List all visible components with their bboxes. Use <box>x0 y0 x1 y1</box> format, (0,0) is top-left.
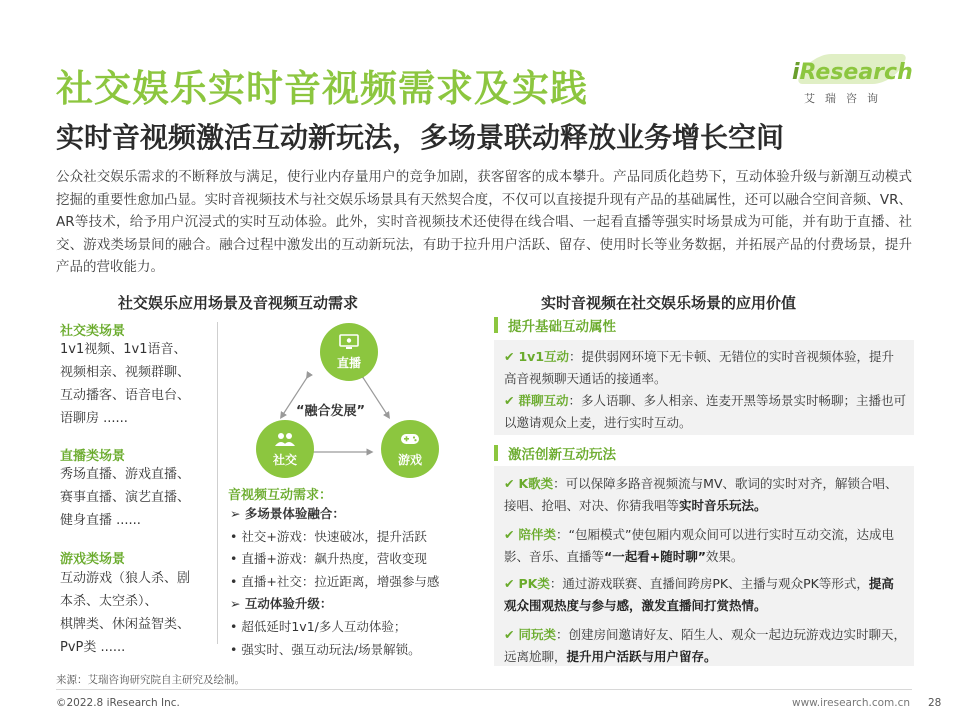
check-icon: ✔ <box>504 527 515 542</box>
category-list-social: 1v1视频、1v1语音、 视频相亲、视频群聊、 互动播客、语音电台、 语聊房 ...... <box>60 342 191 426</box>
node-social: 社交 <box>256 420 314 478</box>
check-icon: ✔ <box>504 349 515 364</box>
page-subtitle: 实时音视频激活互动新玩法，多场景联动释放业务增长空间 <box>56 121 785 154</box>
source-note: 来源：艾瑞咨询研究院自主研究及绘制。 <box>56 674 245 686</box>
arrow-bullet-icon: ➢ <box>230 596 245 612</box>
gamepad-icon <box>400 431 420 447</box>
node-game: 游戏 <box>381 420 439 478</box>
website-link[interactable]: www.iresearch.com.cn <box>792 697 911 709</box>
page-number: 28 <box>928 697 942 709</box>
intro-paragraph: 公众社交娱乐需求的不断释放与满足，使行业内存量用户的竞争加剧，获客留客的成本攀升。产品同质化趋势下，互动体验升级与新潮互动模式挖掘的重要性愈加凸显。实时音视频技术与社交娱乐场景具有天然契合度，不仅可以直接提升现有产品的基础属性，还可以融合空间音频、VR、AR等技术，给予用户沉浸式的实时互动体验。此外，实时音视频技术还使得在线合唱、一起看直播等强实时场景成为可能，并有助于直播、社交、游戏类场景间的融合。融合过程中激发出的互动新玩法，有助于拉升用户活跃、留存、使用时长等业务数据，并拓展产品的付费场景，提升产品的营收能力。 <box>56 169 912 276</box>
value-item-1v1: ✔ 1v1互动：提供弱网环境下无卡顿、无错位的实时音视频体验，提升高音视频聊天通话的接通率。 <box>504 349 895 386</box>
category-list-game: 互动游戏（狼人杀、剧 本杀、太空杀）、 棋牌类、休闲益智类、 PvP类 ...... <box>60 571 191 655</box>
check-icon: ✔ <box>504 393 515 408</box>
logo-cn-text: 艾瑞咨询 <box>804 92 888 105</box>
needs-group-1: ➢ 多场景体验融合： <box>230 506 345 521</box>
value-item-coplay: ✔ 同玩类：创建房间邀请好友、陌生人、观众一起边玩游戏边实时聊天，远离尬聊，提升用户活跃与用户留存。 <box>504 627 907 664</box>
node-live: 直播 <box>320 323 378 381</box>
arrow-bullet-icon: ➢ <box>230 506 245 521</box>
left-section-heading: 社交娱乐应用场景及音视频互动需求 <box>118 294 359 312</box>
block-title-innovation: 激活创新互动玩法 <box>494 443 616 463</box>
needs-list: ➢ 多场景体验融合： • 社交+游戏：快速破冰，提升活跃 • 直播+游戏：飙升热度，营收变现 • 直播+社交：拉近距离，增强参与感 ➢ 互动体验升级： • 超低延时1v1/多人互动体验； • 强实时、强互动玩法/场景解锁。 <box>230 503 439 661</box>
left-divider <box>217 322 218 644</box>
right-section-heading: 实时音视频在社交娱乐场景的应用价值 <box>541 294 797 312</box>
category-title-live: 直播类场景 <box>60 449 126 464</box>
logo-wordmark: iResearch <box>792 60 913 85</box>
page-title: 社交娱乐实时音视频需求及实践 <box>56 67 588 110</box>
value-item-karaoke: ✔ K歌类：可以保障多路音视频流与MV、歌词的实时对齐，解锁合唱、接唱、抢唱、对决、你猜我唱等实时音乐玩法。 <box>504 476 898 513</box>
category-list-live: 秀场直播、游戏直播、 赛事直播、演艺直播、 健身直播 ...... <box>60 467 191 528</box>
category-title-social: 社交类场景 <box>60 324 126 339</box>
needs-title: 音视频互动需求： <box>228 488 333 503</box>
value-item-pk: ✔ PK类：通过游戏联赛、直播间跨房PK、主播与观众PK等形式，提高观众围观热度与参与感，激发直播间打赏热情。 <box>504 576 894 613</box>
live-screen-icon <box>339 334 359 350</box>
footer-divider <box>56 689 912 690</box>
copyright: ©2022.8 iResearch Inc. <box>56 697 180 709</box>
check-icon: ✔ <box>504 476 515 491</box>
block-title-basic: 提升基础互动属性 <box>494 315 616 335</box>
social-people-icon <box>275 431 295 447</box>
check-icon: ✔ <box>504 627 515 642</box>
needs-group-2: ➢ 互动体验升级： <box>230 596 333 612</box>
fusion-center-label: “融合发展” <box>296 404 366 419</box>
value-item-companion: ✔ 陪伴类：“包厢模式”使包厢内观众间可以进行实时互动交流，达成电影、音乐、直播等“一起看+随时聊”效果。 <box>504 527 894 564</box>
category-title-game: 游戏类场景 <box>60 552 126 567</box>
iresearch-logo <box>790 50 913 110</box>
check-icon: ✔ <box>504 576 515 591</box>
value-item-group-chat: ✔ 群聊互动：多人语聊、多人相亲、连麦开黑等场景实时畅聊；主播也可以邀请观众上麦，进行实时互动。 <box>504 393 907 430</box>
